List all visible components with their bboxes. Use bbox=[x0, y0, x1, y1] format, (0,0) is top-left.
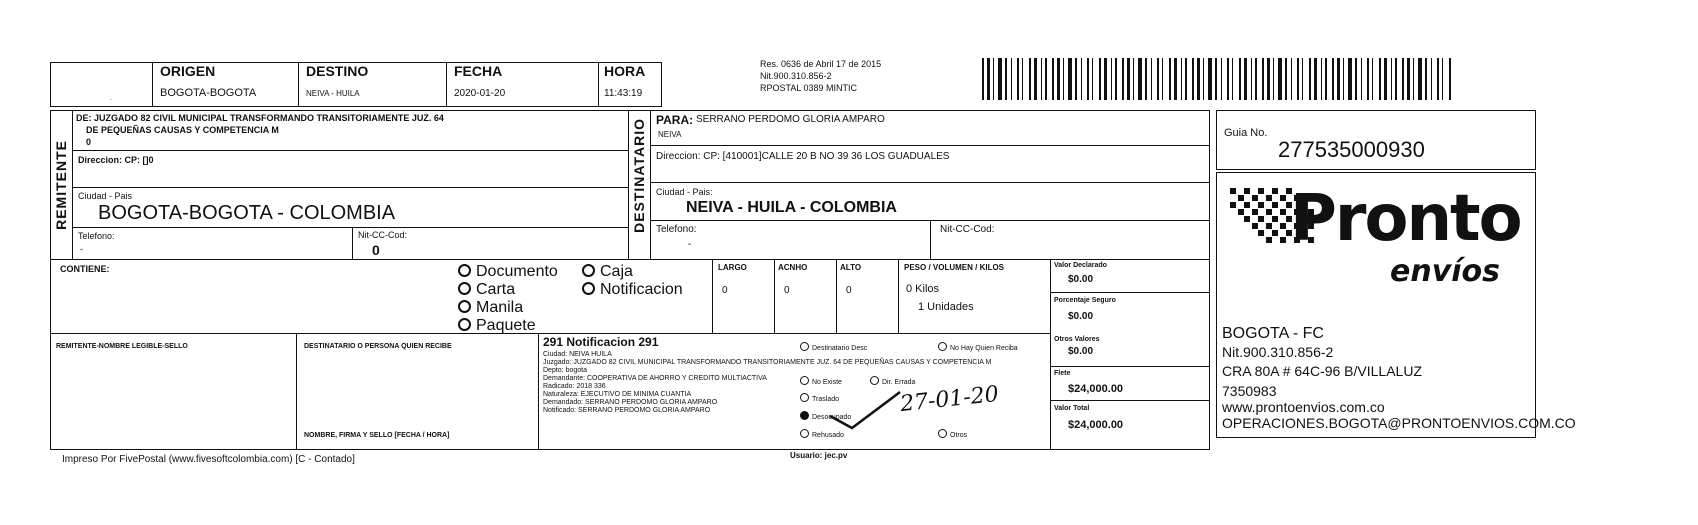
barcode-bar bbox=[1309, 58, 1311, 100]
divider bbox=[50, 333, 1050, 334]
barcode-bar bbox=[1169, 58, 1171, 100]
usuario: Usuario: jec.pv bbox=[790, 451, 848, 460]
flag-square bbox=[1272, 202, 1278, 208]
declarado-value: $0.00 bbox=[1068, 274, 1094, 285]
divider bbox=[650, 110, 651, 259]
remitente-telefono-label: Telefono: bbox=[78, 231, 115, 241]
barcode-bar bbox=[1011, 58, 1012, 100]
hora-label: HORA bbox=[604, 63, 646, 79]
flag-square bbox=[1280, 223, 1286, 229]
company-phone: 7350983 bbox=[1222, 383, 1277, 399]
barcode-bar bbox=[1203, 58, 1204, 100]
divider bbox=[72, 110, 73, 259]
barcode-bar bbox=[1273, 58, 1274, 100]
guia-label: Guia No. bbox=[1224, 127, 1268, 139]
de-line: 0 bbox=[86, 137, 92, 147]
barcode-bar bbox=[1291, 58, 1292, 100]
divider bbox=[774, 259, 775, 333]
flag-square bbox=[1230, 202, 1236, 208]
flag-square bbox=[1238, 209, 1244, 215]
radio-circle-icon bbox=[870, 376, 879, 385]
para-value: SERRANO PERDOMO GLORIA AMPARO bbox=[696, 114, 885, 125]
flag-square bbox=[1266, 195, 1272, 201]
remitente-ciudad-label: Ciudad - Pais bbox=[78, 191, 133, 201]
barcode-bar bbox=[1145, 58, 1147, 100]
total-label: Valor Total bbox=[1054, 405, 1090, 412]
flag-square bbox=[1230, 188, 1236, 194]
barcode-bar bbox=[1045, 58, 1047, 100]
divider bbox=[628, 110, 629, 259]
remitente-nit-value: 0 bbox=[372, 242, 380, 258]
barcode-bar bbox=[1278, 58, 1282, 100]
barcode-bar bbox=[1251, 58, 1252, 100]
seguro-value: $0.00 bbox=[1068, 311, 1094, 322]
barcode-bar bbox=[1157, 58, 1159, 100]
company-address: CRA 80A # 64C-96 B/VILLALUZ bbox=[1222, 363, 1422, 379]
barcode-bar bbox=[1348, 58, 1352, 100]
barcode-bar bbox=[1302, 58, 1303, 100]
radio-circle-icon bbox=[800, 342, 809, 351]
barcode-bar bbox=[1005, 58, 1007, 100]
radio-circle-icon bbox=[582, 282, 595, 295]
remitente-nit-label: Nit-CC-Cod: bbox=[358, 230, 408, 240]
barcode-bar bbox=[1337, 58, 1340, 100]
barcode-bar bbox=[1449, 58, 1451, 100]
contiene-option[interactable]: Carta bbox=[458, 282, 515, 299]
handwritten-check-mark bbox=[826, 388, 906, 436]
destinatario-ciudad-label: Ciudad - Pais: bbox=[656, 187, 713, 197]
destinatario-ciudad-value: NEIVA - HUILA - COLOMBIA bbox=[686, 199, 897, 216]
remitente-sign-label: REMITENTE-NOMBRE LEGIBLE-SELLO bbox=[56, 343, 188, 350]
declarado-label: Valor Declarado bbox=[1054, 262, 1107, 269]
remitente-section-label: REMITENTE bbox=[53, 140, 69, 230]
flag-square bbox=[1252, 209, 1258, 215]
barcode-bar bbox=[1034, 58, 1037, 100]
barcode-bar bbox=[1343, 58, 1344, 100]
radio-filled-icon bbox=[800, 411, 809, 420]
barcode-bar bbox=[1029, 58, 1031, 100]
barcode-bar bbox=[1063, 58, 1064, 100]
notification-line: Ciudad: NEIVA HUILA bbox=[543, 351, 612, 358]
de-line: JUZGADO 82 CIVIL MUNICIPAL TRANSFORMANDO TRANSITORIAMENTE JUZ. 64 bbox=[94, 113, 444, 123]
flag-square bbox=[1266, 237, 1272, 243]
company-email: OPERACIONES.BOGOTA@PRONTOENVIOS.COM.CO bbox=[1222, 415, 1576, 431]
notification-line: Depto: bogota bbox=[543, 367, 587, 374]
flag-square bbox=[1266, 223, 1272, 229]
ancho-value: 0 bbox=[784, 285, 790, 296]
radio-circle-icon bbox=[458, 264, 471, 277]
divider bbox=[72, 150, 628, 151]
resolution-line: Res. 0636 de Abril 17 de 2015 bbox=[760, 59, 882, 69]
barcode-bar bbox=[1367, 58, 1369, 100]
remitente-ciudad-value: BOGOTA-BOGOTA - COLOMBIA bbox=[98, 202, 396, 224]
divider bbox=[712, 259, 713, 333]
return-option[interactable]: No Existe bbox=[800, 376, 842, 386]
barcode-bar bbox=[1185, 58, 1187, 100]
hora-value: 11:43:19 bbox=[604, 88, 643, 99]
barcode-bar bbox=[1192, 58, 1194, 100]
contiene-option[interactable]: Notificacion bbox=[582, 282, 683, 299]
barcode-bar bbox=[1379, 58, 1381, 100]
return-option[interactable]: Otros bbox=[938, 429, 967, 439]
divider bbox=[898, 259, 899, 333]
divider bbox=[72, 227, 628, 228]
notification-line: Notificado: SERRANO PERDOMO GLORIA AMPARO bbox=[543, 407, 711, 414]
barcode-bar bbox=[1431, 58, 1432, 100]
fecha-value: 2020-01-20 bbox=[454, 88, 506, 99]
radio-circle-icon bbox=[800, 429, 809, 438]
barcode-bar bbox=[1437, 58, 1439, 100]
barcode-bar bbox=[1181, 58, 1182, 100]
barcode-bar bbox=[1215, 58, 1217, 100]
contiene-label: CONTIENE: bbox=[60, 264, 110, 274]
barcode-bar bbox=[993, 58, 994, 100]
barcode-bar bbox=[1197, 58, 1200, 100]
de-label: DE: bbox=[76, 113, 92, 123]
divider bbox=[930, 220, 931, 259]
divider bbox=[650, 182, 1210, 183]
flag-square bbox=[1258, 202, 1264, 208]
divider bbox=[152, 62, 153, 107]
barcode-bar bbox=[1115, 58, 1117, 100]
divider bbox=[1050, 292, 1210, 293]
flag-square bbox=[1252, 223, 1258, 229]
destinatario-sign-label: DESTINATARIO O PERSONA QUIEN RECIBE bbox=[304, 343, 452, 350]
barcode-bar bbox=[1384, 58, 1387, 100]
unidades-value: 1 Unidades bbox=[918, 301, 974, 313]
divider bbox=[1050, 400, 1210, 401]
contiene-option[interactable]: Manila bbox=[458, 300, 523, 317]
total-value: $24,000.00 bbox=[1068, 419, 1124, 431]
barcode-bar bbox=[1314, 58, 1317, 100]
barcode-bar bbox=[1087, 58, 1089, 100]
barcode-bar bbox=[1321, 58, 1322, 100]
barcode-bar bbox=[1122, 58, 1124, 100]
barcode-bar bbox=[982, 58, 984, 100]
divider bbox=[538, 333, 539, 450]
para-label: PARA: bbox=[656, 113, 694, 127]
barcode-bar bbox=[1092, 58, 1093, 100]
flag-square bbox=[1280, 209, 1286, 215]
flag-square bbox=[1252, 195, 1258, 201]
radio-circle-icon bbox=[938, 429, 947, 438]
peso-value: 0 Kilos bbox=[906, 283, 940, 295]
destino-label: DESTINO bbox=[306, 63, 369, 79]
seguro-label: Porcentaje Seguro bbox=[1054, 297, 1116, 304]
barcode-bar bbox=[1227, 58, 1229, 100]
barcode-bar bbox=[1285, 58, 1287, 100]
return-option[interactable]: Rehusado bbox=[800, 429, 844, 439]
barcode-bar bbox=[1267, 58, 1270, 100]
logo-pronto: Pronto bbox=[1290, 182, 1521, 256]
largo-value: 0 bbox=[722, 285, 728, 296]
fecha-label: FECHA bbox=[454, 63, 503, 79]
barcode-bar bbox=[1372, 58, 1373, 100]
remitente-telefono-value: - bbox=[80, 244, 83, 254]
barcode-bar bbox=[1111, 58, 1112, 100]
otros-label: Otros Valores bbox=[1054, 336, 1100, 343]
radio-circle-icon bbox=[582, 264, 595, 277]
radio-circle-icon bbox=[800, 393, 809, 402]
barcode-bar bbox=[1442, 58, 1443, 100]
barcode-bar bbox=[1075, 58, 1077, 100]
barcode-bar bbox=[1361, 58, 1362, 100]
flete-label: Flete bbox=[1054, 370, 1071, 377]
return-option[interactable]: Destinatario Desc bbox=[800, 342, 867, 352]
destinatario-telefono-label: Telefono: bbox=[656, 224, 697, 235]
barcode bbox=[982, 58, 1458, 100]
origen-value: BOGOTA-BOGOTA bbox=[160, 87, 257, 99]
flag-square bbox=[1258, 188, 1264, 194]
flag-square bbox=[1244, 202, 1250, 208]
origen-label: ORIGEN bbox=[160, 63, 216, 79]
destino-value: NEIVA - HUILA bbox=[306, 89, 360, 98]
para-city: NEIVA bbox=[658, 130, 682, 139]
notification-line: Radicado: 2018 336 bbox=[543, 383, 606, 390]
return-option[interactable]: No Hay Quien Reciba bbox=[938, 342, 1018, 352]
barcode-bar bbox=[1057, 58, 1060, 100]
company-branch: BOGOTA - FC bbox=[1222, 325, 1324, 342]
divider bbox=[446, 62, 447, 107]
remitente-direccion: Direccion: CP: []0 bbox=[78, 155, 154, 165]
barcode-bar bbox=[1407, 58, 1410, 100]
barcode-bar bbox=[1017, 58, 1019, 100]
notification-line: Demandado: SERRANO PERDOMO GLORIA AMPARO bbox=[543, 399, 718, 406]
barcode-bar bbox=[1239, 58, 1241, 100]
barcode-bar bbox=[987, 58, 990, 100]
de-line: DE PEQUEÑAS CAUSAS Y COMPETENCIA M bbox=[86, 125, 279, 135]
barcode-bar bbox=[1081, 58, 1082, 100]
flag-square bbox=[1238, 195, 1244, 201]
barcode-bar bbox=[1232, 58, 1233, 100]
contiene-option[interactable]: Paquete bbox=[458, 318, 536, 335]
divider bbox=[72, 187, 628, 188]
flag-square bbox=[1272, 216, 1278, 222]
return-option[interactable]: Traslado bbox=[800, 393, 839, 403]
barcode-bar bbox=[1332, 58, 1334, 100]
return-option[interactable]: Desocupado bbox=[800, 411, 851, 421]
alto-value: 0 bbox=[846, 285, 852, 296]
destinatario-nit-label: Nit-CC-Cod: bbox=[940, 224, 995, 235]
logo-envios: envíos bbox=[1390, 254, 1501, 289]
destinatario-section-label: DESTINATARIO bbox=[631, 118, 647, 233]
barcode-bar bbox=[1391, 58, 1392, 100]
barcode-bar bbox=[998, 58, 1002, 100]
barcode-bar bbox=[1162, 58, 1163, 100]
flag-square bbox=[1272, 230, 1278, 236]
barcode-bar bbox=[1255, 58, 1257, 100]
divider bbox=[598, 62, 599, 107]
resolution-line: Nit.900.310.856-2 bbox=[760, 71, 832, 81]
ancho-label: ACNHO bbox=[778, 263, 808, 272]
peso-label: PESO / VOLUMEN / KILOS bbox=[904, 263, 1005, 272]
barcode-bar bbox=[1174, 58, 1177, 100]
flete-value: $24,000.00 bbox=[1068, 383, 1124, 395]
notification-line: Naturaleza: EJECUTIVO DE MINIMA CUANTIA bbox=[543, 391, 692, 398]
flag-square bbox=[1244, 188, 1250, 194]
notification-title: 291 Notificacion 291 bbox=[543, 335, 659, 349]
return-option[interactable]: Dir. Errada bbox=[870, 376, 915, 386]
firma-label: NOMBRE, FIRMA Y SELLO [FECHA / HORA] bbox=[304, 432, 450, 439]
footer-printed-by: Impreso Por FivePostal (www.fivesoftcolombia.com) [C - Contado] bbox=[62, 454, 355, 465]
divider bbox=[296, 333, 297, 450]
barcode-bar bbox=[1297, 58, 1299, 100]
header-mark: . bbox=[110, 95, 112, 102]
barcode-bar bbox=[1355, 58, 1357, 100]
flag-square bbox=[1266, 209, 1272, 215]
barcode-bar bbox=[1022, 58, 1023, 100]
radio-circle-icon bbox=[938, 342, 947, 351]
divider bbox=[50, 259, 1210, 260]
barcode-bar bbox=[1052, 58, 1054, 100]
otros-value: $0.00 bbox=[1068, 346, 1094, 357]
radio-circle-icon bbox=[800, 376, 809, 385]
divider bbox=[298, 62, 299, 107]
notification-line: Juzgado: JUZGADO 82 CIVIL MUNICIPAL TRANSFORMANDO TRANSITORIAMENTE JUZ. 64 DE PEQUEÑAS CAUSAS Y COMPETENCIA M bbox=[543, 359, 992, 366]
radio-circle-icon bbox=[458, 300, 471, 313]
guia-number: 277535000930 bbox=[1278, 137, 1425, 162]
barcode-bar bbox=[1262, 58, 1264, 100]
destinatario-telefono-value: - bbox=[688, 239, 692, 250]
alto-label: ALTO bbox=[840, 263, 862, 272]
barcode-bar bbox=[1127, 58, 1130, 100]
barcode-bar bbox=[1413, 58, 1414, 100]
flag-square bbox=[1272, 188, 1278, 194]
divider bbox=[352, 227, 353, 259]
divider bbox=[1050, 259, 1051, 450]
barcode-bar bbox=[1104, 58, 1107, 100]
barcode-bar bbox=[1418, 58, 1422, 100]
contiene-option[interactable]: Caja bbox=[582, 264, 633, 281]
barcode-bar bbox=[1138, 58, 1142, 100]
barcode-bar bbox=[1244, 58, 1247, 100]
flag-square bbox=[1280, 195, 1286, 201]
barcode-bar bbox=[1068, 58, 1072, 100]
notification-line: Demandante: COOPERATIVA DE AHORRO Y CREDITO MULTIACTIVA bbox=[543, 375, 767, 382]
radio-circle-icon bbox=[458, 318, 471, 331]
divider bbox=[1050, 366, 1210, 367]
divider bbox=[650, 145, 1210, 146]
flag-square bbox=[1258, 230, 1264, 236]
barcode-bar bbox=[1425, 58, 1427, 100]
barcode-bar bbox=[1325, 58, 1327, 100]
flag-square bbox=[1244, 216, 1250, 222]
barcode-bar bbox=[1208, 58, 1212, 100]
divider bbox=[836, 259, 837, 333]
company-nit: Nit.900.310.856-2 bbox=[1222, 344, 1334, 360]
barcode-bar bbox=[1041, 58, 1042, 100]
flag-square bbox=[1280, 237, 1286, 243]
destinatario-direccion: Direccion: CP: [410001]CALLE 20 B NO 39 36 LOS GUADUALES bbox=[656, 151, 950, 162]
handwritten-date: 27-01-20 bbox=[898, 381, 1000, 418]
largo-label: LARGO bbox=[718, 263, 747, 272]
barcode-bar bbox=[1402, 58, 1404, 100]
barcode-bar bbox=[1099, 58, 1101, 100]
radio-circle-icon bbox=[458, 282, 471, 295]
barcode-bar bbox=[1395, 58, 1397, 100]
barcode-bar bbox=[1133, 58, 1134, 100]
resolution-line: RPOSTAL 0389 MINTIC bbox=[760, 83, 858, 93]
company-web: www.prontoenvios.com.co bbox=[1222, 399, 1385, 415]
contiene-option[interactable]: Documento bbox=[458, 264, 558, 281]
flag-square bbox=[1258, 216, 1264, 222]
barcode-bar bbox=[1221, 58, 1222, 100]
barcode-bar bbox=[1151, 58, 1152, 100]
